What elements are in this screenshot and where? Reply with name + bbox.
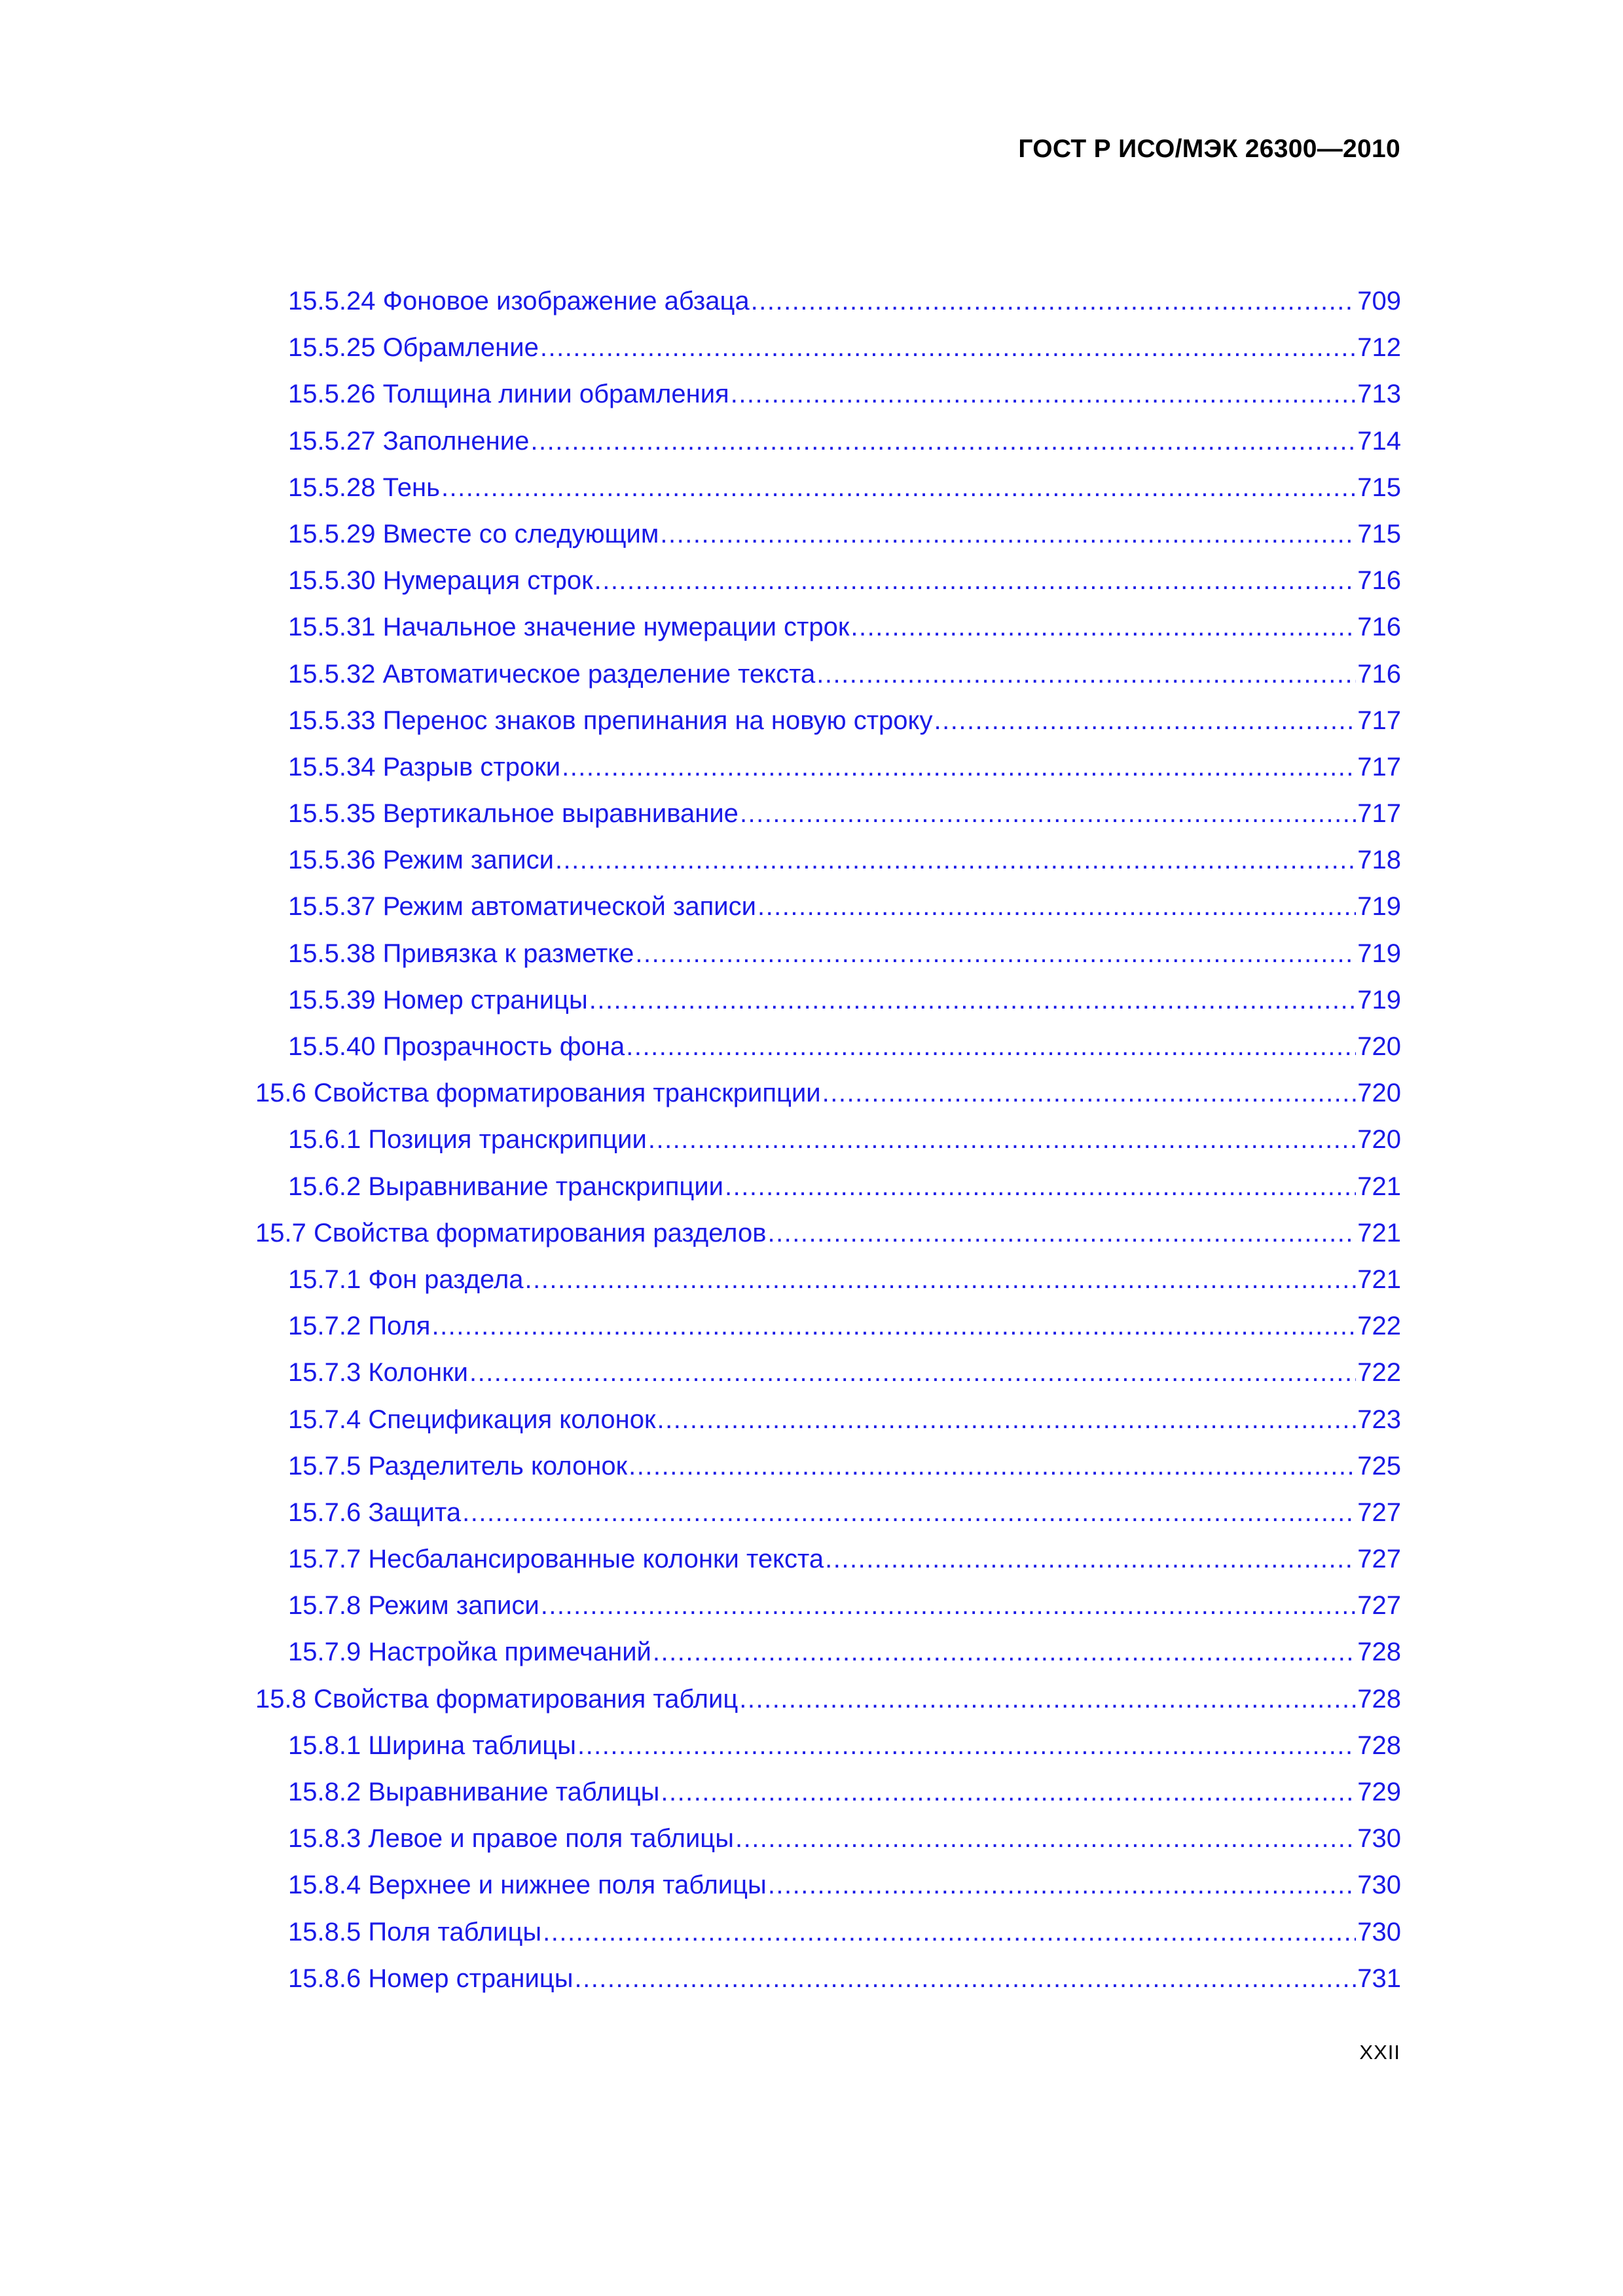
toc-entry-title[interactable]: 15.5.28 Тень bbox=[288, 473, 440, 502]
toc-dot-leader bbox=[661, 1778, 1356, 1807]
toc-entry-page-number[interactable]: 720 bbox=[1357, 1032, 1401, 1061]
toc-entry[interactable] bbox=[255, 706, 1401, 753]
toc-dot-leader bbox=[594, 566, 1357, 596]
toc-entry-title[interactable]: 15.7.8 Режим записи bbox=[288, 1591, 539, 1621]
toc-entry-page-number[interactable]: 716 bbox=[1357, 659, 1401, 689]
toc-entry-page-number[interactable]: 719 bbox=[1357, 985, 1401, 1014]
toc-dot-leader bbox=[751, 287, 1357, 316]
toc-entry-title[interactable]: 15.5.32 Автоматическое разделение текста bbox=[288, 659, 816, 689]
toc-entry-title[interactable]: 15.5.37 Режим автоматической записи bbox=[288, 892, 756, 922]
toc-entry-page-number[interactable]: 713 bbox=[1357, 380, 1401, 409]
toc-entry-page-number[interactable]: 720 bbox=[1357, 1125, 1401, 1155]
toc-entry[interactable] bbox=[255, 846, 1401, 892]
toc-entry-title[interactable]: 15.5.24 Фоновое изображение абзаца bbox=[288, 287, 750, 315]
toc-entry-title[interactable]: 15.7 Свойства форматирования разделов bbox=[255, 1218, 767, 1247]
toc-dot-leader bbox=[822, 1079, 1357, 1108]
toc-entry-title[interactable]: 15.5.30 Нумерация строк bbox=[288, 566, 593, 596]
toc-entry[interactable] bbox=[255, 939, 1401, 986]
toc-entry-page-number[interactable]: 717 bbox=[1357, 706, 1401, 735]
toc-entry[interactable] bbox=[255, 660, 1401, 706]
toc-entry-title[interactable]: 15.5.36 Режим записи bbox=[288, 846, 554, 875]
toc-entry[interactable] bbox=[255, 427, 1401, 473]
toc-entry[interactable] bbox=[255, 473, 1401, 520]
toc-entry[interactable] bbox=[255, 753, 1401, 799]
toc-entry-title[interactable]: 15.5.35 Вертикальное выравнивание bbox=[288, 799, 739, 829]
toc-entry-title[interactable]: 15.7.5 Разделитель колонок bbox=[288, 1451, 628, 1480]
toc-entry-title[interactable]: 15.5.31 Начальное значение нумерации строк bbox=[288, 613, 850, 642]
toc-dot-leader bbox=[768, 1871, 1356, 1900]
toc-entry-page-number[interactable]: 721 bbox=[1357, 1218, 1401, 1247]
toc-dot-leader bbox=[626, 1032, 1356, 1062]
toc-entry[interactable] bbox=[255, 1219, 1401, 1265]
toc-entry-page-number[interactable]: 715 bbox=[1357, 473, 1401, 502]
toc-entry-page-number[interactable]: 719 bbox=[1357, 939, 1401, 968]
toc-dot-leader bbox=[660, 520, 1356, 549]
toc-entry[interactable] bbox=[255, 1312, 1401, 1358]
toc-entry-title[interactable]: 15.7.9 Настройка примечаний bbox=[288, 1638, 651, 1667]
toc-entry-page-number[interactable]: 721 bbox=[1357, 1265, 1401, 1294]
toc-entry-title[interactable]: 15.6.1 Позиция транскрипции bbox=[288, 1125, 647, 1155]
toc-entry-title[interactable]: 15.5.40 Прозрачность фона bbox=[288, 1032, 625, 1061]
toc-dot-leader bbox=[731, 380, 1357, 409]
toc-entry-title[interactable]: 15.7.6 Защита bbox=[288, 1498, 462, 1527]
toc-entry[interactable] bbox=[255, 1591, 1401, 1638]
toc-dot-leader bbox=[543, 1918, 1356, 1947]
toc-entry-title[interactable]: 15.8.1 Ширина таблицы bbox=[288, 1731, 576, 1760]
toc-entry[interactable] bbox=[255, 566, 1401, 613]
toc-entry-page-number[interactable]: 731 bbox=[1357, 1964, 1401, 1993]
page-number: XXII bbox=[1359, 2041, 1400, 2064]
toc-dot-leader bbox=[629, 1452, 1356, 1481]
toc-entry-page-number[interactable]: 727 bbox=[1357, 1591, 1401, 1621]
toc-entry-title[interactable]: 15.7.2 Поля bbox=[288, 1312, 431, 1341]
toc-entry-page-number[interactable]: 730 bbox=[1357, 1824, 1401, 1854]
toc-entry-title[interactable]: 15.6 Свойства форматирования транскрипции bbox=[255, 1079, 821, 1108]
toc-dot-leader bbox=[562, 753, 1356, 782]
toc-dot-leader bbox=[757, 892, 1356, 922]
toc-entry[interactable] bbox=[255, 1405, 1401, 1452]
toc-entry[interactable] bbox=[255, 333, 1401, 380]
toc-dot-leader bbox=[657, 1405, 1356, 1435]
toc-entry-page-number[interactable]: 716 bbox=[1357, 566, 1401, 596]
toc-dot-leader bbox=[825, 1545, 1356, 1574]
toc-dot-leader bbox=[653, 1638, 1356, 1667]
toc-entry[interactable] bbox=[255, 1452, 1401, 1498]
toc-entry-page-number[interactable]: 727 bbox=[1357, 1498, 1401, 1527]
toc-entry[interactable] bbox=[255, 1032, 1401, 1079]
toc-entry[interactable] bbox=[255, 380, 1401, 426]
toc-entry[interactable] bbox=[255, 1731, 1401, 1778]
toc-entry[interactable] bbox=[255, 1545, 1401, 1591]
toc-entry[interactable] bbox=[255, 1265, 1401, 1312]
toc-entry-page-number[interactable]: 714 bbox=[1357, 426, 1401, 456]
toc-dot-leader bbox=[577, 1731, 1356, 1761]
toc-entry-page-number[interactable]: 717 bbox=[1357, 752, 1401, 781]
toc-dot-leader bbox=[574, 1964, 1356, 1994]
toc-entry-title[interactable]: 15.8.5 Поля таблицы bbox=[288, 1917, 542, 1946]
toc-entry-page-number[interactable]: 728 bbox=[1357, 1731, 1401, 1760]
toc-entry-title[interactable]: 15.5.25 Обрамление bbox=[288, 333, 539, 363]
toc-entry-page-number[interactable]: 715 bbox=[1357, 519, 1401, 548]
toc-entry-page-number[interactable]: 730 bbox=[1357, 1917, 1401, 1946]
toc-entry-title[interactable]: 15.5.39 Номер страницы bbox=[288, 985, 588, 1014]
toc-entry-page-number[interactable]: 725 bbox=[1357, 1451, 1401, 1480]
toc-entry-page-number[interactable]: 709 bbox=[1357, 287, 1401, 315]
toc-dot-leader bbox=[462, 1498, 1356, 1528]
toc-entry-page-number[interactable]: 722 bbox=[1357, 1358, 1401, 1388]
toc-entry-page-number[interactable]: 719 bbox=[1357, 892, 1401, 922]
toc-dot-leader bbox=[934, 706, 1356, 736]
toc-entry-title[interactable]: 15.7.3 Колонки bbox=[288, 1358, 468, 1388]
toc-dot-leader bbox=[725, 1172, 1356, 1202]
toc-dot-leader bbox=[739, 1685, 1356, 1714]
toc-entry-page-number[interactable]: 728 bbox=[1357, 1638, 1401, 1667]
toc-entry[interactable] bbox=[255, 613, 1401, 659]
document-header: ГОСТ Р ИСО/МЭК 26300—2010 bbox=[1018, 135, 1400, 163]
toc-dot-leader bbox=[850, 613, 1356, 642]
toc-dot-leader bbox=[469, 1358, 1356, 1388]
toc-entry-title[interactable]: 15.5.38 Привязка к разметке bbox=[288, 939, 634, 968]
toc-entry-page-number[interactable]: 712 bbox=[1357, 333, 1401, 363]
toc-entry-title[interactable]: 15.5.27 Заполнение bbox=[288, 426, 530, 456]
toc-entry-page-number[interactable]: 729 bbox=[1357, 1778, 1401, 1806]
toc-entry-title[interactable]: 15.8.6 Номер страницы bbox=[288, 1964, 574, 1993]
toc-entry[interactable] bbox=[255, 1871, 1401, 1917]
toc-dot-leader bbox=[431, 1312, 1356, 1341]
toc-dot-leader bbox=[740, 799, 1356, 829]
toc-entry-title[interactable]: 15.8.2 Выравнивание таблицы bbox=[288, 1778, 660, 1806]
toc-entry-page-number[interactable]: 728 bbox=[1357, 1684, 1401, 1713]
toc-entry[interactable] bbox=[255, 1125, 1401, 1172]
toc-dot-leader bbox=[767, 1219, 1356, 1248]
toc-dot-leader bbox=[589, 986, 1357, 1015]
toc-entry[interactable] bbox=[255, 1824, 1401, 1871]
toc-dot-leader bbox=[530, 427, 1356, 456]
toc-entry-page-number[interactable]: 722 bbox=[1357, 1312, 1401, 1341]
toc-entry-title[interactable]: 15.6.2 Выравнивание транскрипции bbox=[288, 1172, 724, 1201]
toc-entry[interactable] bbox=[255, 799, 1401, 846]
toc-entry-title[interactable]: 15.5.26 Толщина линии обрамления bbox=[288, 380, 729, 409]
toc-entry-page-number[interactable]: 718 bbox=[1357, 846, 1401, 875]
toc-dot-leader bbox=[541, 1591, 1357, 1621]
toc-entry[interactable] bbox=[255, 1172, 1401, 1219]
toc-entry[interactable] bbox=[255, 287, 1401, 333]
toc-entry[interactable] bbox=[255, 520, 1401, 566]
toc-entry[interactable] bbox=[255, 986, 1401, 1032]
table-of-contents bbox=[255, 287, 1401, 2011]
toc-entry-title[interactable]: 15.5.34 Разрыв строки bbox=[288, 752, 561, 781]
toc-entry-title[interactable]: 15.8.4 Верхнее и нижнее поля таблицы bbox=[288, 1871, 767, 1900]
toc-entry[interactable] bbox=[255, 1918, 1401, 1964]
toc-entry[interactable] bbox=[255, 892, 1401, 939]
toc-entry-title[interactable]: 15.8 Свойства форматирования таблиц bbox=[255, 1684, 739, 1713]
toc-dot-leader bbox=[635, 939, 1356, 969]
toc-entry-title[interactable]: 15.7.7 Несбалансированные колонки текста bbox=[288, 1545, 824, 1574]
toc-dot-leader bbox=[441, 473, 1356, 503]
toc-dot-leader bbox=[540, 333, 1356, 363]
toc-entry[interactable] bbox=[255, 1685, 1401, 1731]
toc-entry-page-number[interactable]: 721 bbox=[1357, 1172, 1401, 1201]
toc-entry[interactable] bbox=[255, 1358, 1401, 1405]
toc-entry-page-number[interactable]: 717 bbox=[1357, 799, 1401, 829]
toc-entry-page-number[interactable]: 727 bbox=[1357, 1545, 1401, 1574]
toc-dot-leader bbox=[555, 846, 1356, 875]
toc-dot-leader bbox=[525, 1265, 1357, 1295]
toc-entry-title[interactable]: 15.5.33 Перенос знаков препинания на новую строку bbox=[288, 706, 933, 735]
toc-entry[interactable] bbox=[255, 1079, 1401, 1125]
toc-entry[interactable] bbox=[255, 1964, 1401, 2011]
toc-entry-page-number[interactable]: 720 bbox=[1357, 1079, 1401, 1108]
toc-dot-leader bbox=[648, 1125, 1356, 1155]
toc-dot-leader bbox=[735, 1824, 1356, 1854]
toc-entry-title[interactable]: 15.7.4 Спецификация колонок bbox=[288, 1405, 656, 1434]
toc-entry-title[interactable]: 15.8.3 Левое и правое поля таблицы bbox=[288, 1824, 734, 1854]
toc-entry[interactable] bbox=[255, 1498, 1401, 1545]
toc-entry-page-number[interactable]: 716 bbox=[1357, 613, 1401, 642]
toc-entry-page-number[interactable]: 730 bbox=[1357, 1871, 1401, 1900]
toc-dot-leader bbox=[816, 660, 1356, 689]
toc-entry-title[interactable]: 15.5.29 Вместе со следующим bbox=[288, 519, 659, 548]
toc-entry[interactable] bbox=[255, 1778, 1401, 1824]
toc-entry[interactable] bbox=[255, 1638, 1401, 1684]
toc-entry-title[interactable]: 15.7.1 Фон раздела bbox=[288, 1265, 524, 1294]
toc-entry-page-number[interactable]: 723 bbox=[1357, 1405, 1401, 1434]
